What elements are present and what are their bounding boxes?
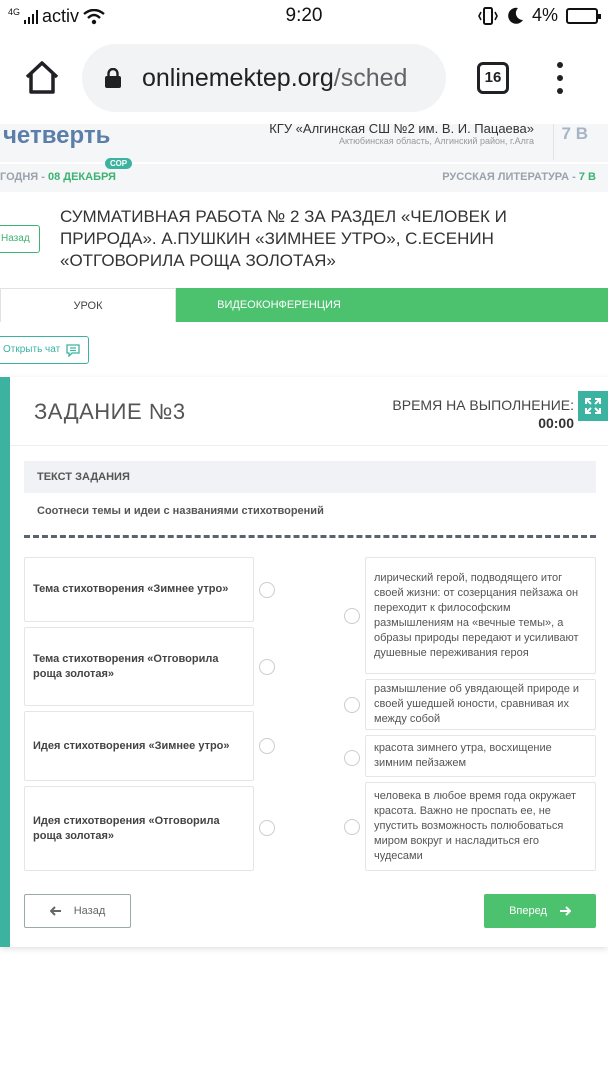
tab-lesson[interactable]: УРОК — [0, 288, 176, 322]
status-time: 9:20 — [285, 5, 323, 26]
school-header — [0, 124, 608, 162]
lesson-tabs — [0, 288, 608, 322]
match-left-item[interactable]: Идея стихотворения «Зимнее утро» — [24, 711, 254, 781]
status-bar — [0, 0, 608, 32]
battery-percent: 4% — [531, 5, 558, 25]
task-card — [0, 377, 608, 947]
sor-badge: СОР — [105, 158, 132, 169]
match-right-radio[interactable] — [344, 608, 360, 624]
match-right-radio[interactable] — [344, 819, 360, 835]
open-chat-label: Открыть чат — [3, 344, 61, 355]
header-divider — [553, 124, 554, 160]
match-left-radio[interactable] — [259, 582, 275, 598]
match-left-item[interactable]: Тема стихотворения «Отговорила роща золотая» — [24, 627, 254, 706]
carrier-name: activ — [42, 6, 80, 26]
url-domain: onlinemektep.org — [142, 64, 334, 92]
match-left-radio[interactable] — [259, 659, 275, 675]
match-right-item[interactable]: лирический герой, подводящего итог своей жизни: от созерцания пейзажа он переходит к философским размышлениям на «вечные темы», а образы природы передают и усиливают душевные переживания героя — [365, 557, 596, 674]
next-task-button[interactable] — [484, 894, 596, 928]
match-left-item[interactable]: Тема стихотворения «Зимнее утро» — [24, 557, 254, 622]
match-right-radio[interactable] — [344, 750, 360, 766]
time-value: 00:00 — [538, 415, 574, 431]
class-grade: 7 В — [561, 124, 588, 143]
task-question: Соотнеси темы и идеи с названиями стихотворений — [37, 505, 324, 517]
day-prefix: ГОДНЯ - — [0, 171, 48, 183]
task-text-header: ТЕКСТ ЗАДАНИЯ — [24, 461, 596, 493]
match-right-item[interactable]: красота зимнего утра, восхищение зимним пейзажем — [365, 735, 596, 777]
school-region: Актюбинская область, Алгинский район, г.Алга — [339, 136, 534, 146]
subject-label — [442, 171, 596, 183]
time-label: ВРЕМЯ НА ВЫПОЛНЕНИЕ: — [392, 397, 574, 413]
arrow-right-icon — [559, 906, 571, 916]
match-right-item[interactable]: размышление об увядающей природе и своей ушедшей юности, сравнивая их между собой — [365, 679, 596, 730]
prev-task-button[interactable] — [24, 894, 131, 928]
expand-icon — [578, 391, 608, 421]
school-name: КГУ «Алгинская СШ №2 им. В. И. Пацаева» — [269, 124, 534, 136]
lock-icon — [104, 68, 122, 88]
task-title: ЗАДАНИЕ №3 — [34, 399, 186, 424]
match-right-item[interactable]: человека в любое время года окружает красота. Важно не проспать ее, не упустить возможность полюбоваться миром вокруг и насладиться его чудесами — [365, 782, 596, 871]
chat-icon — [66, 344, 80, 357]
url-text — [142, 64, 407, 93]
lesson-title: СУММАТИВНАЯ РАБОТА № 2 ЗА РАЗДЕЛ «ЧЕЛОВЕК И ПРИРОДА». А.ПУШКИН «ЗИМНЕЕ УТРО», С.ЕСЕНИН «ОТГОВОРИЛА РОЩА ЗОЛОТАЯ» — [60, 207, 507, 270]
subject-name: РУССКАЯ ЛИТЕРАТУРА - — [442, 171, 579, 183]
quarter-label: четверть — [3, 124, 111, 149]
tab-switcher-button[interactable]: 16 — [477, 62, 509, 94]
tab-videoconference[interactable]: ВИДЕОКОНФЕРЕНЦИЯ — [217, 299, 341, 311]
battery-icon — [566, 8, 598, 24]
vibrate-icon — [478, 7, 498, 25]
subject-grade: 7 В — [578, 171, 596, 183]
browser-toolbar — [0, 32, 608, 124]
match-left-item[interactable]: Идея стихотворения «Отговорила роща золотая» — [24, 786, 254, 871]
date-subject-line — [0, 159, 608, 192]
prev-task-label: Назад — [73, 905, 106, 917]
arrow-left-icon — [50, 906, 62, 916]
address-bar[interactable] — [82, 44, 446, 112]
match-right-radio[interactable] — [344, 697, 360, 713]
home-icon[interactable] — [22, 58, 62, 98]
network-type: 4G — [8, 6, 21, 17]
card-divider — [10, 445, 608, 446]
url-path: /sched — [333, 64, 408, 92]
lesson-back-button[interactable]: Назад — [0, 225, 40, 253]
expand-button[interactable] — [578, 391, 608, 421]
browser-menu-icon[interactable] — [552, 62, 568, 96]
date-value: 08 ДЕКАБРЯ — [47, 171, 116, 183]
cut-off-line — [24, 535, 596, 538]
next-task-label: Вперед — [509, 905, 547, 917]
moon-icon — [506, 7, 524, 25]
open-chat-button[interactable] — [0, 336, 89, 364]
match-left-radio[interactable] — [259, 738, 275, 754]
page-content — [0, 124, 608, 1080]
status-right — [478, 5, 598, 26]
match-left-radio[interactable] — [259, 820, 275, 836]
date-label — [0, 171, 116, 183]
